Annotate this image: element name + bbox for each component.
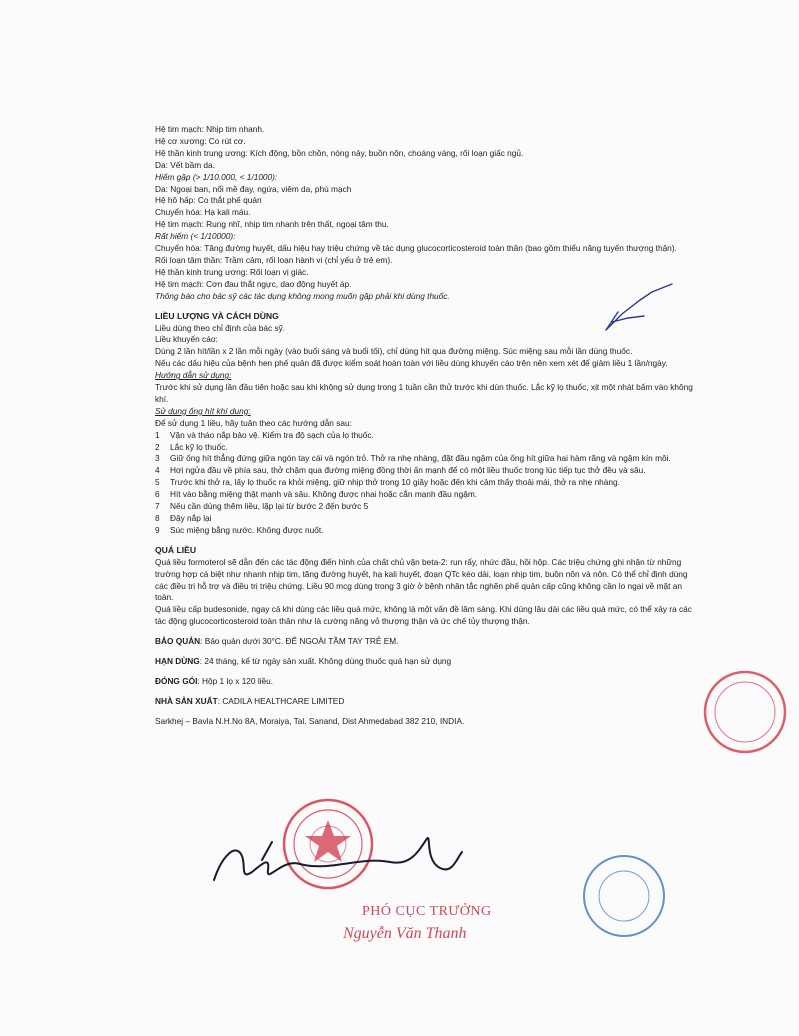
signatory-name: Nguyễn Văn Thanh <box>343 925 467 942</box>
overdose-paragraph: Quá liều formoterol sẽ dẫn đến các tác động điển hình của chất chủ vận beta-2: run rẩy, nhức đầu, hồi hộp. Các triệu chứng ghi nhận từ những trường hợp cá biệt như nhanh nhịp tim, tăng đường huyết, hạ kali huyết, đoạn QTc kéo dài, loạn nhịp tim, buồn nôn và nôn. Có thể chỉ định dùng các điều trị hỗ trợ và điều trị triệu chứng. Liều 90 mcg dùng trong 3 giờ ở bệnh nhân tắc nghẽn phế quản cấp cũng không cần lo ngại về mặt an toàn. <box>155 556 688 603</box>
usage-heading: Hướng dẫn sử dụng: <box>155 370 232 381</box>
dosage-heading: LIỀU LƯỢNG VÀ CÁCH DÙNG <box>155 310 279 321</box>
storage-line: BẢO QUẢN: Bảo quản dưới 30°C. ĐỂ NGOÀI TẦM TAY TRẺ EM. <box>155 636 399 647</box>
very-rare-heading: Rất hiếm (< 1/10000): <box>155 231 236 242</box>
inhaler-heading: Sử dụng ống hít khí dung: <box>155 405 251 416</box>
text-line: Chuyển hóa: Hạ kali máu. <box>155 207 251 218</box>
list-item: 9 Súc miệng bằng nước. Không được nuốt. <box>155 524 324 535</box>
list-item: 5 Trước khi thở ra, lấy lọ thuốc ra khỏi miệng, giữ nhịp thở trong 10 giây hoặc đến khi cảm thấy thoải mái, thở ra nhẹ nhàng. <box>155 477 620 488</box>
steps-intro: Để sử dụng 1 liều, hãy tuân theo các hướng dẫn sau: <box>155 417 352 428</box>
stamp-company <box>584 856 664 936</box>
text-line: Rối loạn tâm thần: Trầm cảm, rối loạn hành vi (chỉ yếu ở trẻ em). <box>155 254 393 265</box>
text-line: Da: Vết bầm da. <box>155 159 215 170</box>
text-line: Hệ tim mạch: Cơn đau thắt ngực, dao động huyết áp. <box>155 278 352 289</box>
notify-note: Thông báo cho bác sỹ các tác dụng không mong muốn gặp phải khi dùng thuốc. <box>155 290 450 301</box>
signatory-role: PHÓ CỤC TRƯỞNG <box>362 904 492 919</box>
text-line: Liều dùng theo chỉ định của bác sỹ. <box>155 322 286 333</box>
manufacturer-address: Sarkhej – Bavla N.H.No 8A, Moraiya, Tal. Sanand, Dist Ahmedabad 382 210, INDIA. <box>155 715 465 726</box>
list-item: 8 Đậy nắp lại <box>155 513 212 523</box>
document-body <box>155 124 695 728</box>
text-line: Hệ tim mạch: Rung nhĩ, nhịp tim nhanh trên thất, ngoại tâm thu. <box>155 219 389 230</box>
main-signature <box>214 838 462 880</box>
stamp-right-edge <box>705 672 785 752</box>
text-line: Hệ hô hấp: Co thắt phế quản <box>155 195 262 206</box>
text-line: Hệ thần kinh trung ương: Rối loạn vị giác. <box>155 266 309 277</box>
overdose-heading: QUÁ LIỀU <box>155 544 197 555</box>
list-item: 6 Hít vào bằng miệng thật mạnh và sâu. Không được nhai hoặc cắn mạnh đầu ngậm. <box>155 489 478 500</box>
list-item: 3 Giữ ống hít thẳng đứng giữa ngón tay cái và ngón trỏ. Thở ra nhẹ nhàng, đặt đầu ngậm của ống hít giữa hai hàm răng và ngậm kín môi. <box>155 453 671 464</box>
stamp-left <box>284 800 372 888</box>
steps-list <box>155 430 695 537</box>
list-item: 1 Vặn và tháo nắp bảo vệ. Kiểm tra độ sạch của lọ thuốc. <box>155 429 374 440</box>
overdose-paragraph: Quá liều cấp budesonide, ngay cả khi dùng các liều quá mức, không là một vấn đề lâm sàng. Khi dùng lâu dài các liều quá mức, có thể xảy ra các tác động glucocorticosteroid toàn thân như là cường năng vỏ thượng thận và ức chế tủy thượng thận. <box>155 604 692 627</box>
text-line: Da: Ngoại ban, nổi mề đay, ngứa, viêm da, phù mạch <box>155 183 352 194</box>
text-line: Nếu các dấu hiệu của bệnh hen phế quản đã được kiểm soát hoàn toàn với liều dùng khuyến cáo trên nên xem xét để giảm liều 1 lần/ngày. <box>155 358 668 369</box>
text-line: Dùng 2 lần hít/lần x 2 lần mỗi ngày (vào buổi sáng và buổi tối), chỉ dùng hít qua đường miệng. Súc miệng sau mỗi lần dùng thuốc. <box>155 346 633 357</box>
packing-line: ĐÓNG GÓI: Hộp 1 lọ x 120 liều. <box>155 675 274 686</box>
text-line: Liều khuyến cáo: <box>155 334 218 345</box>
manufacturer-line: NHÀ SẢN XUẤT: CADILA HEALTHCARE LIMITED <box>155 695 345 706</box>
list-item: 7 Nếu cần dùng thêm liều, lặp lại từ bước 2 đến bước 5 <box>155 501 369 512</box>
text-line: Hệ cơ xương: Co rút cơ. <box>155 135 246 146</box>
shelf-life-line: HẠN DÙNG: 24 tháng, kể từ ngày sản xuất. Không dùng thuốc quá hạn sử dụng <box>155 656 452 667</box>
list-item: 4 Hơi ngửa đầu về phía sau, thở chậm qua đường miệng đồng thời ấn mạnh để có một liều thuốc trong lúc tiếp tục thở đều và sâu. <box>155 465 646 476</box>
rare-heading: Hiếm gặp (> 1/10.000, < 1/1000): <box>155 171 278 182</box>
text-line: Hệ thần kinh trung ương: Kích động, bồn chồn, nóng nảy, buồn nôn, choáng váng, rối loạn giấc ngủ. <box>155 147 524 158</box>
list-item: 2 Lắc kỹ lọ thuốc. <box>155 441 228 452</box>
usage-text: Trước khi sử dụng lần đầu tiên hoặc sau khi không sử dụng trong 1 tuần cần thử trước khi dùn thuốc. Lắc kỹ lọ thuốc, xịt một nhát bấm vào không khí. <box>155 382 693 404</box>
text-line: Chuyển hóa: Tăng đường huyết, dấu hiệu hay triệu chứng về tác dụng glucocorticosteroid toàn thân (bao gồm thiểu năng tuyến thượng thận). <box>155 243 677 254</box>
text-line: Hệ tim mạch: Nhịp tim nhanh. <box>155 124 265 134</box>
